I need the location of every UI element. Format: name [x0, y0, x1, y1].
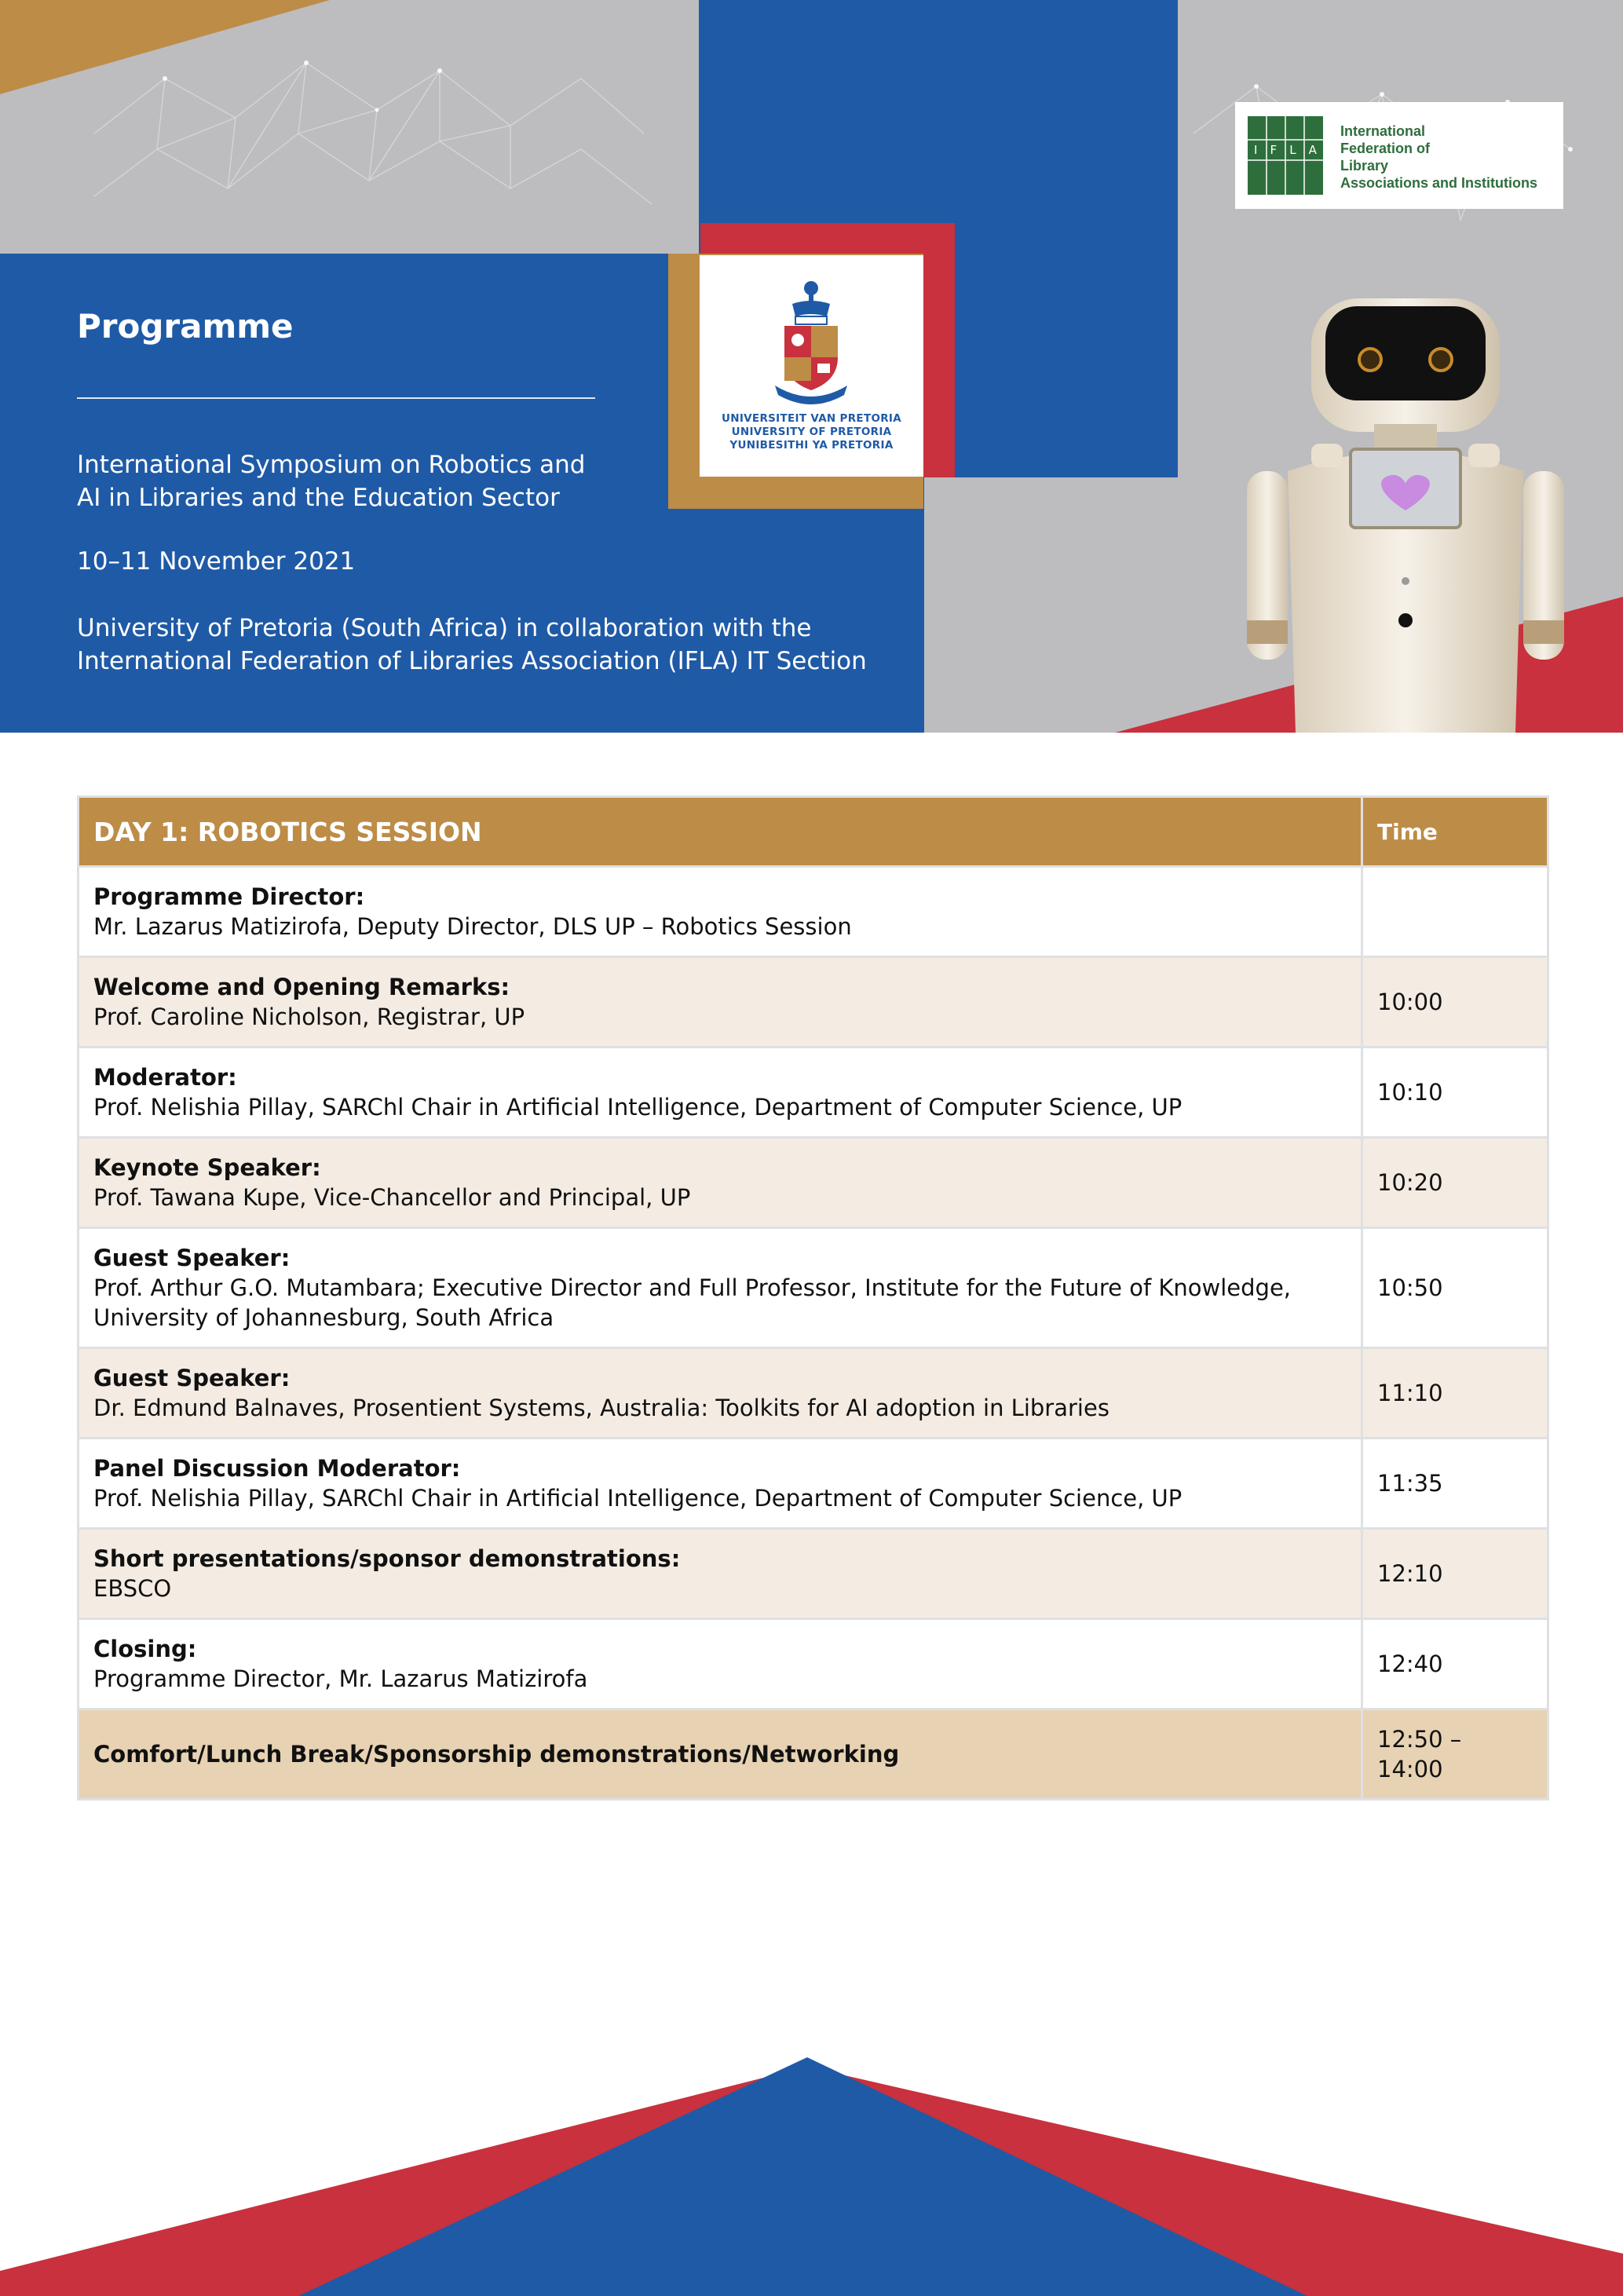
row-role: Programme Director: — [93, 883, 365, 910]
row-description — [79, 1228, 1362, 1348]
row-description — [79, 1619, 1362, 1709]
ifla-line-3: Library — [1340, 158, 1389, 174]
row-person: Programme Director, Mr. Lazarus Matizirofa — [93, 1665, 588, 1692]
break-time: 12:50 – 14:00 — [1362, 1709, 1548, 1800]
row-person: EBSCO — [93, 1575, 172, 1602]
up-name-sepedi: YUNIBESITHI YA PRETORIA — [729, 439, 894, 452]
break-row — [79, 1709, 1548, 1800]
row-person: Prof. Arthur G.O. Mutambara; Executive Director and Full Professor, Institute for the Future of Knowledge, University of Johannesburg, South Africa — [93, 1274, 1292, 1331]
up-name-text — [700, 412, 923, 452]
table-row — [79, 1529, 1548, 1619]
ifla-letters — [1248, 143, 1323, 157]
table-row — [79, 1228, 1548, 1348]
title-divider — [77, 397, 595, 399]
up-logo — [700, 255, 923, 477]
ifla-line-4: Associations and Institutions — [1340, 175, 1538, 191]
row-description — [79, 867, 1362, 957]
ifla-letter-l: L — [1289, 143, 1296, 157]
ifla-mark-icon — [1248, 116, 1323, 195]
row-time: 11:35 — [1362, 1439, 1548, 1529]
row-description — [79, 1138, 1362, 1228]
table-row — [79, 867, 1548, 957]
collaboration-text — [77, 612, 867, 678]
row-time: 10:10 — [1362, 1047, 1548, 1138]
break-label: Comfort/Lunch Break/Sponsorship demonstrations/Networking — [79, 1709, 1362, 1800]
page-title: Programme — [77, 307, 294, 345]
symposium-line-1: International Symposium on Robotics and — [77, 451, 586, 479]
row-time: 12:10 — [1362, 1529, 1548, 1619]
row-time: 10:00 — [1362, 957, 1548, 1047]
row-time: 12:40 — [1362, 1619, 1548, 1709]
table-row — [79, 1619, 1548, 1709]
collaboration-line-2: International Federation of Libraries Association (IFLA) IT Section — [77, 647, 867, 675]
table-header-row — [79, 797, 1548, 867]
ifla-letter-f: F — [1270, 143, 1278, 157]
symposium-line-2: AI in Libraries and the Education Sector — [77, 484, 560, 512]
row-time: 10:50 — [1362, 1228, 1548, 1348]
table-row — [79, 1047, 1548, 1138]
row-person: Dr. Edmund Balnaves, Prosentient Systems, Australia: Toolkits for AI adoption in Libraries — [93, 1395, 1109, 1421]
row-person: Prof. Nelishia Pillay, SARChl Chair in Artificial Intelligence, Department of Computer Science, UP — [93, 1094, 1183, 1121]
up-crest-icon — [761, 276, 861, 409]
table-row — [79, 1138, 1548, 1228]
ifla-letter-i: I — [1254, 143, 1258, 157]
row-role: Welcome and Opening Remarks: — [93, 974, 510, 1000]
row-description — [79, 957, 1362, 1047]
row-role: Guest Speaker: — [93, 1245, 291, 1271]
row-description — [79, 1348, 1362, 1439]
footer-chevron-decoration — [0, 2057, 1623, 2296]
ifla-logo — [1235, 102, 1563, 209]
row-time: 10:20 — [1362, 1138, 1548, 1228]
symposium-name — [77, 448, 585, 514]
row-role: Closing: — [93, 1636, 197, 1662]
up-name-afrikaans: UNIVERSITEIT VAN PRETORIA — [722, 412, 901, 425]
row-description — [79, 1529, 1362, 1619]
row-role: Panel Discussion Moderator: — [93, 1455, 461, 1482]
row-person: Prof. Caroline Nicholson, Registrar, UP — [93, 1004, 525, 1030]
row-description — [79, 1439, 1362, 1529]
row-role: Short presentations/sponsor demonstrations: — [93, 1545, 681, 1572]
row-role: Guest Speaker: — [93, 1365, 291, 1391]
robot-image — [1225, 283, 1602, 733]
row-description — [79, 1047, 1362, 1138]
event-dates: 10–11 November 2021 — [77, 547, 356, 576]
row-time: 11:10 — [1362, 1348, 1548, 1439]
programme-table — [77, 795, 1547, 1801]
up-name-english: UNIVERSITY OF PRETORIA — [731, 426, 892, 438]
row-role: Keynote Speaker: — [93, 1154, 321, 1181]
ifla-letter-a: A — [1308, 143, 1317, 157]
table-row — [79, 957, 1548, 1047]
table-row — [79, 1439, 1548, 1529]
table-row — [79, 1348, 1548, 1439]
programme-header — [0, 0, 1623, 733]
row-person: Prof. Tawana Kupe, Vice-Chancellor and Principal, UP — [93, 1184, 691, 1211]
time-heading: Time — [1362, 797, 1548, 867]
row-person: Mr. Lazarus Matizirofa, Deputy Director, DLS UP – Robotics Session — [93, 913, 852, 940]
row-time — [1362, 867, 1548, 957]
ifla-line-1: International — [1340, 123, 1426, 139]
row-person: Prof. Nelishia Pillay, SARChl Chair in Artificial Intelligence, Department of Computer Science, UP — [93, 1485, 1183, 1512]
session-heading: DAY 1: ROBOTICS SESSION — [79, 797, 1362, 867]
collaboration-line-1: University of Pretoria (South Africa) in collaboration with the — [77, 614, 812, 642]
ifla-name — [1340, 122, 1537, 192]
row-role: Moderator: — [93, 1064, 237, 1091]
ifla-line-2: Federation of — [1340, 141, 1431, 156]
